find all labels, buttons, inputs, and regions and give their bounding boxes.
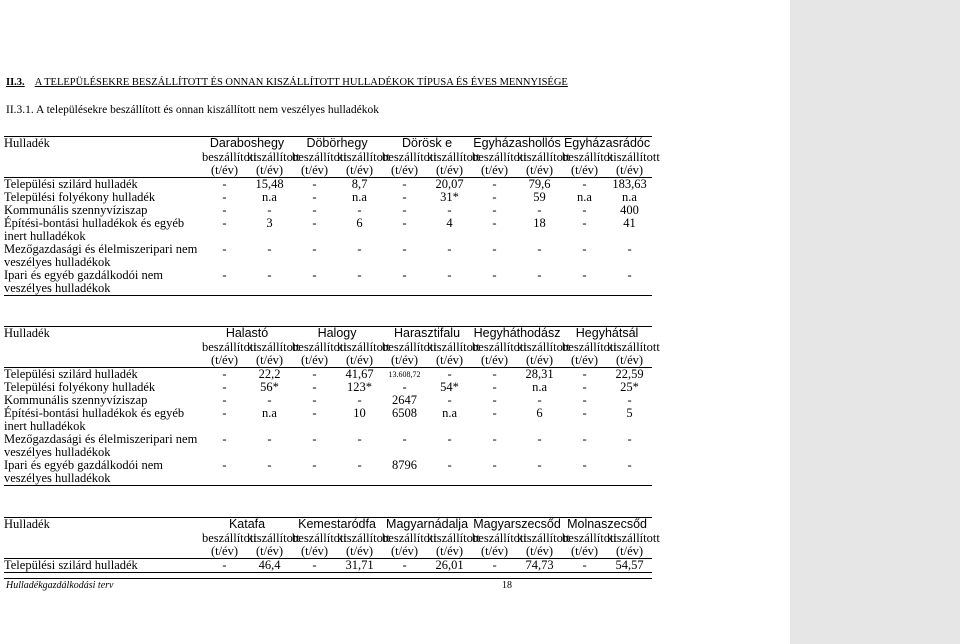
table-cell: - — [222, 393, 227, 407]
table-cell: - — [247, 269, 292, 296]
table-cell: - — [202, 559, 247, 573]
in-column-header: beszállított (t/év) — [202, 340, 257, 367]
table-cell: - — [402, 432, 407, 446]
table-cell: - — [562, 368, 607, 382]
settlement-header: Harasztifalu — [382, 327, 472, 342]
waste-table-1 — [4, 136, 660, 296]
table-cell: 54,57 — [607, 559, 652, 573]
table-row — [4, 433, 652, 459]
out-column-header: kiszállított (t/év) — [427, 150, 480, 177]
table-cell: - — [267, 203, 272, 217]
section-number: II.3. — [6, 77, 25, 88]
table-cell: - — [427, 368, 472, 382]
table-cell: - — [472, 269, 517, 296]
waste-table-2 — [4, 326, 660, 486]
table-cell: - — [582, 406, 587, 420]
waste-type-header: Hulladék — [4, 137, 202, 178]
page-number: 18 — [502, 580, 512, 591]
section-title: A TELEPÜLÉSEKRE BESZÁLLÍTOTT ÉS ONNAN KISZÁLLÍTOTT HULLADÉKOK TÍPUSA ÉS ÉVES MENNYISÉGE — [34, 77, 568, 88]
table-cell: 15,48 — [247, 178, 292, 192]
in-column-header: beszállított (t/év) — [472, 531, 527, 558]
table-cell: - — [382, 269, 427, 296]
table-cell: - — [607, 459, 652, 486]
out-column-header: kiszállított (t/év) — [517, 340, 570, 367]
table-cell: - — [267, 432, 272, 446]
waste-type-label: Települési folyékony hulladék — [4, 380, 156, 394]
table-cell: - — [382, 178, 427, 192]
table-cell: - — [312, 216, 317, 230]
table-cell: - — [202, 459, 247, 486]
table-cell: - — [582, 393, 587, 407]
table-cell: - — [357, 393, 362, 407]
settlement-header: Hegyhátsál — [562, 327, 652, 342]
table-cell: - — [472, 368, 517, 382]
table-cell: n.a — [577, 190, 592, 204]
table-cell: 3 — [266, 216, 273, 230]
table-cell: - — [492, 203, 497, 217]
footer-divider — [4, 578, 652, 579]
table-cell: - — [267, 242, 272, 256]
table-cell: - — [427, 269, 472, 296]
settlement-header: Halastó — [202, 327, 292, 342]
in-column-header: beszállított (t/év) — [472, 150, 527, 177]
table-cell: - — [472, 559, 517, 573]
table-cell: - — [222, 216, 227, 230]
table-cell: 5 — [626, 406, 633, 420]
table-cell: - — [222, 432, 227, 446]
table-cell: - — [357, 242, 362, 256]
settlement-header: Kemestaródfa — [292, 518, 382, 533]
table-cell: n.a — [352, 190, 367, 204]
table-cell: 183,63 — [607, 178, 652, 192]
table-cell: - — [222, 190, 227, 204]
table-cell: 6508 — [392, 406, 418, 420]
table-cell: - — [337, 269, 382, 296]
table-cell: 8,7 — [337, 178, 382, 192]
table-cell: 8796 — [382, 459, 427, 486]
table-cell: 28,31 — [517, 368, 562, 382]
table-cell: - — [447, 203, 452, 217]
table-cell: - — [447, 242, 452, 256]
table-cell: - — [292, 559, 337, 573]
settlement-header: Katafa — [202, 518, 292, 533]
section-heading — [6, 77, 568, 88]
table-cell: - — [627, 432, 632, 446]
table-cell: 56* — [260, 380, 279, 394]
table-cell: 54* — [440, 380, 459, 394]
out-column-header: kiszállított (t/év) — [337, 531, 390, 558]
waste-type-label: Települési szilárd hulladék — [4, 178, 202, 192]
table-cell: - — [222, 242, 227, 256]
in-column-header: beszállított (t/év) — [292, 531, 347, 558]
settlement-header: Hegyháthodász — [473, 326, 561, 340]
in-column-header: beszállított (t/év) — [292, 340, 347, 367]
table-cell: - — [492, 406, 497, 420]
table-cell: - — [447, 393, 452, 407]
table-cell: - — [562, 559, 607, 573]
table-cell: - — [292, 368, 337, 382]
waste-table-3 — [4, 517, 660, 573]
table-cell: 41 — [623, 216, 636, 230]
table-cell: 6 — [536, 406, 543, 420]
out-column-header: kiszállított (t/év) — [337, 150, 390, 177]
table-cell: - — [537, 393, 542, 407]
table-cell: 41,67 — [337, 368, 382, 382]
table-row — [4, 459, 652, 486]
settlement-header: Halogy — [292, 327, 382, 342]
table-cell: 6 — [356, 216, 363, 230]
table-cell: n.a — [262, 406, 277, 420]
settlement-header: Molnaszecsőd — [562, 518, 652, 533]
settlement-header: Döbörhegy — [292, 137, 382, 152]
waste-type-label: Építési-bontási hulladékok és egyéb inert hulladékok — [4, 406, 185, 433]
settlement-header: Egyházasrádóc — [563, 136, 651, 150]
table-cell: - — [427, 459, 472, 486]
table-cell: - — [382, 559, 427, 573]
table-cell: - — [312, 380, 317, 394]
in-column-header: beszállított (t/év) — [382, 340, 437, 367]
table-cell: n.a — [442, 406, 457, 420]
table-row — [4, 559, 652, 573]
table-cell: - — [627, 242, 632, 256]
table-cell: - — [357, 432, 362, 446]
table-cell: - — [472, 178, 517, 192]
settlement-header: Egyházashollós — [473, 136, 561, 150]
table-cell: - — [292, 459, 337, 486]
in-column-header: beszállítot (t/év) — [562, 150, 614, 177]
table-cell: - — [492, 216, 497, 230]
table-cell: 22,59 — [607, 368, 652, 382]
table-cell: - — [562, 178, 607, 192]
out-column-header: kiszállított (t/év) — [247, 531, 300, 558]
table-cell: - — [202, 368, 247, 382]
table-cell: - — [582, 216, 587, 230]
in-column-header: beszállított (t/év) — [562, 531, 617, 558]
out-column-header: kiszállított (t/év) — [607, 150, 660, 177]
table-cell: n.a — [532, 380, 547, 394]
table-cell: - — [562, 269, 607, 296]
table-cell: - — [402, 216, 407, 230]
table-cell: - — [202, 269, 247, 296]
table-cell: 2647 — [392, 393, 418, 407]
table-cell: - — [562, 459, 607, 486]
table-cell: 13.608,72 — [382, 368, 427, 382]
table-cell: 25* — [620, 380, 639, 394]
in-column-header: beszállított (t/év) — [292, 150, 347, 177]
table-cell: - — [582, 242, 587, 256]
table-cell: - — [582, 380, 587, 394]
table-cell: - — [492, 432, 497, 446]
in-column-header: beszállított (t/év) — [382, 531, 437, 558]
table-cell: - — [537, 432, 542, 446]
table-cell: - — [402, 380, 407, 394]
table-cell: - — [582, 432, 587, 446]
table-cell: - — [222, 380, 227, 394]
table-cell: - — [312, 203, 317, 217]
out-column-header: kiszállított (t/év) — [517, 531, 570, 558]
table-cell: 400 — [620, 203, 639, 217]
subsection-heading: II.3.1. A településekre beszállított és onnan kiszállított nem veszélyes hulladékok — [6, 104, 380, 116]
table-cell: - — [517, 269, 562, 296]
waste-type-label: Kommunális szennyvíziszap — [4, 393, 148, 407]
table-cell: 31,71 — [337, 559, 382, 573]
out-column-header: kiszállított (t/év) — [607, 340, 660, 367]
table-cell: - — [472, 459, 517, 486]
in-column-header: beszállított (t/év) — [202, 531, 257, 558]
table-cell: 123* — [347, 380, 373, 394]
in-column-header: beszállított (t/év) — [382, 150, 437, 177]
table-cell: - — [492, 380, 497, 394]
waste-type-label: Települési szilárd hulladék — [4, 368, 202, 382]
settlement-header: Daraboshegy — [202, 137, 292, 152]
out-column-header: kiszállított (t/év) — [427, 531, 480, 558]
table-cell: - — [337, 459, 382, 486]
waste-type-label: Mezőgazdasági és élelmiszeripari nem veszélyes hulladékok — [4, 432, 198, 459]
out-column-header: kiszállított (t/év) — [247, 340, 300, 367]
table-cell: - — [627, 393, 632, 407]
waste-type-label: Ipari és egyéb gazdálkodói nem veszélyes hulladékok — [4, 459, 202, 486]
table-row — [4, 407, 652, 433]
table-cell: - — [312, 406, 317, 420]
table-cell: - — [222, 203, 227, 217]
table-cell: 31* — [440, 190, 459, 204]
settlement-header: Dörösk e — [382, 137, 472, 152]
waste-type-label: Ipari és egyéb gazdálkodói nem veszélyes hulladékok — [4, 269, 202, 296]
table-row — [4, 368, 652, 382]
table-cell: - — [292, 269, 337, 296]
in-column-header: beszállított (t/év) — [202, 150, 257, 177]
table-cell: - — [492, 242, 497, 256]
table-cell: 10 — [353, 406, 366, 420]
footer-title: Hulladékgazdálkodási terv — [6, 580, 114, 591]
table-cell: - — [492, 190, 497, 204]
waste-type-label: Kommunális szennyvíziszap — [4, 203, 148, 217]
table-cell: - — [607, 269, 652, 296]
table-cell: 20,07 — [427, 178, 472, 192]
waste-type-label: Építési-bontási hulladékok és egyéb inert hulladékok — [4, 216, 185, 243]
waste-type-label: Települési szilárd hulladék — [4, 559, 202, 573]
table-cell: - — [247, 459, 292, 486]
table-cell: 59 — [533, 190, 546, 204]
table-row — [4, 269, 652, 296]
table-cell: - — [357, 203, 362, 217]
table-row — [4, 243, 652, 269]
in-column-header: beszállított (t/év) — [472, 340, 527, 367]
table-cell: - — [292, 178, 337, 192]
out-column-header: kiszállított (t/év) — [517, 150, 570, 177]
table-cell: - — [517, 459, 562, 486]
table-cell: 4 — [446, 216, 453, 230]
page-margin-background — [790, 0, 960, 644]
table-cell: - — [492, 393, 497, 407]
table-cell: 46,4 — [247, 559, 292, 573]
table-cell: - — [312, 393, 317, 407]
table-cell: - — [222, 406, 227, 420]
waste-type-header: Hulladék — [4, 518, 202, 559]
out-column-header: kiszállított (t/év) — [427, 340, 480, 367]
out-column-header: kiszállított (t/év) — [607, 531, 660, 558]
table-cell: - — [447, 432, 452, 446]
table-cell: - — [312, 190, 317, 204]
table-cell: - — [402, 190, 407, 204]
table-cell: - — [537, 203, 542, 217]
table-cell: - — [267, 393, 272, 407]
table-cell: 79,6 — [517, 178, 562, 192]
table-cell: - — [582, 203, 587, 217]
table-cell: - — [402, 203, 407, 217]
table-cell: - — [202, 178, 247, 192]
settlement-header: Magyarszecsőd — [473, 517, 561, 531]
table-row — [4, 178, 652, 192]
table-row — [4, 217, 652, 243]
table-cell: n.a — [262, 190, 277, 204]
table-cell: 18 — [533, 216, 546, 230]
table-cell: - — [402, 242, 407, 256]
table-cell: - — [312, 432, 317, 446]
settlement-header: Magyarnádalja — [382, 518, 472, 533]
waste-type-label: Települési folyékony hulladék — [4, 190, 156, 204]
waste-type-label: Mezőgazdasági és élelmiszeripari nem veszélyes hulladékok — [4, 242, 198, 269]
in-column-header: beszállított (t/év) — [562, 340, 617, 367]
table-cell: n.a — [622, 190, 637, 204]
table-cell: 26,01 — [427, 559, 472, 573]
out-column-header: kiszállított (t/év) — [337, 340, 390, 367]
out-column-header: kiszállított (t/év) — [247, 150, 300, 177]
table-cell: - — [537, 242, 542, 256]
table-cell: 74,73 — [517, 559, 562, 573]
waste-type-header: Hulladék — [4, 327, 202, 368]
table-cell: - — [312, 242, 317, 256]
table-cell: 22,2 — [247, 368, 292, 382]
